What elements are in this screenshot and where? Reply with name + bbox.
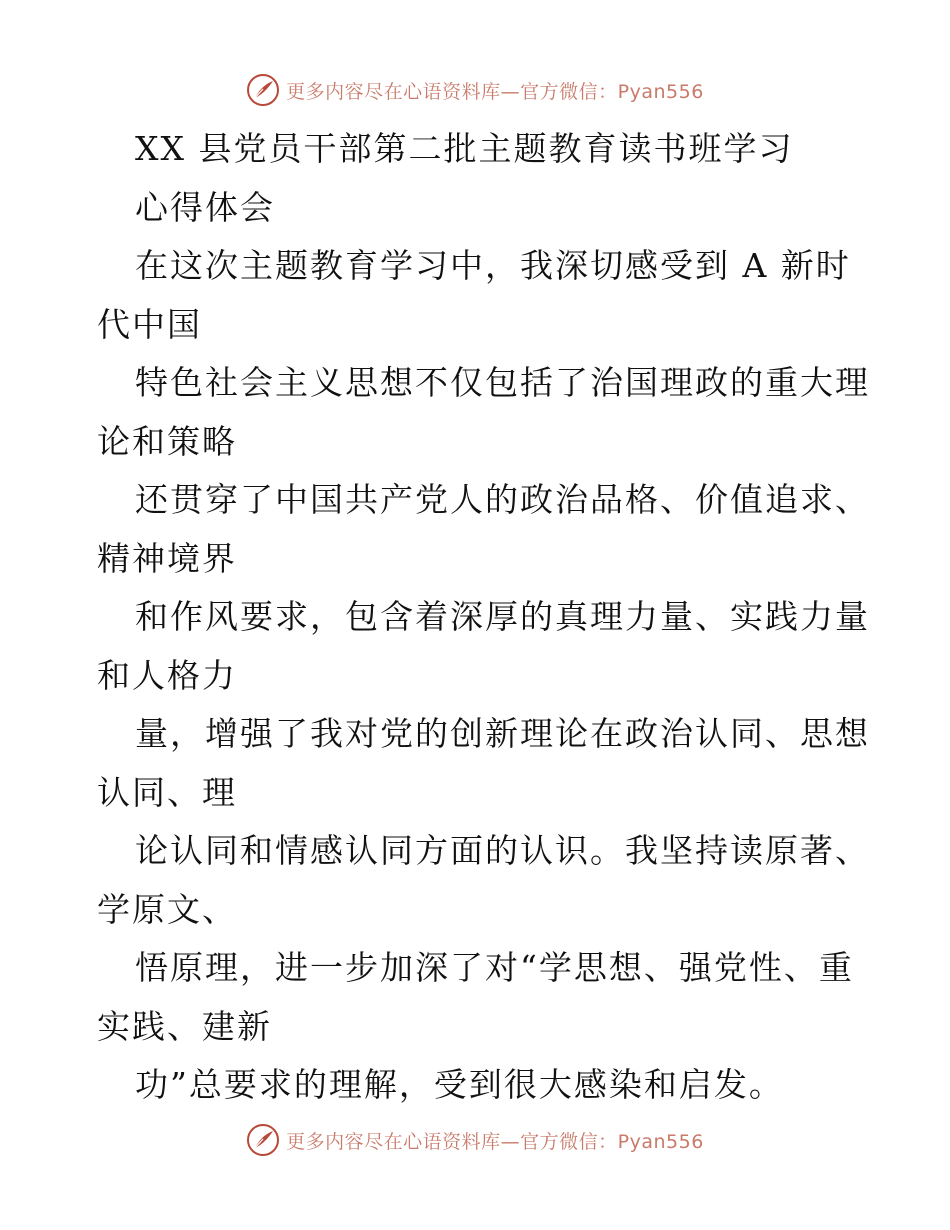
- title-line-2: 心得体会: [135, 187, 275, 227]
- paragraph-line: 实践、建新: [97, 1006, 272, 1046]
- paragraph-line: 论和策略: [97, 421, 237, 461]
- paragraph-line: 还贯穿了中国共产党人的政治品格、价值追求、: [135, 480, 870, 519]
- paragraph-line: 悟原理，进一步加深了对“学思想、强党性、重: [135, 948, 854, 987]
- paragraph-line: 和作风要求，包含着深厚的真理力量、实践力量: [135, 597, 870, 636]
- paragraph-line: 代中国: [97, 304, 202, 344]
- feather-pen-logo-icon: [246, 1123, 280, 1157]
- paragraph-line: 特色社会主义思想不仅包括了治国理政的重大理: [135, 363, 870, 402]
- paragraph-line: 和人格力: [97, 655, 237, 695]
- paragraph-line: 量，增强了我对党的创新理论在政治认同、思想: [135, 714, 870, 753]
- title-line-1: XX 县党员干部第二批主题教育读书班学习: [135, 129, 794, 168]
- paragraph-line: 论认同和情感认同方面的认识。我坚持读原著、: [135, 831, 870, 870]
- header-watermark-text: 更多内容尽在心语资料库—官方微信：Pyan556: [286, 80, 704, 103]
- feather-pen-logo-icon: [246, 73, 280, 107]
- paragraph-line: 在这次主题教育学习中，我深切感受到 A 新时: [135, 246, 851, 285]
- header-watermark: [0, 70, 950, 110]
- paragraph-line: 精神境界: [97, 538, 237, 578]
- paragraph-line: 认同、理: [97, 772, 237, 812]
- paragraph-line: 功”总要求的理解，受到很大感染和启发。: [135, 1065, 784, 1104]
- paragraph-line: 学原文、: [97, 889, 237, 929]
- footer-watermark-text: 更多内容尽在心语资料库—官方微信：Pyan556: [286, 1130, 704, 1153]
- document-body: [97, 120, 870, 1115]
- footer-watermark: [0, 1120, 950, 1160]
